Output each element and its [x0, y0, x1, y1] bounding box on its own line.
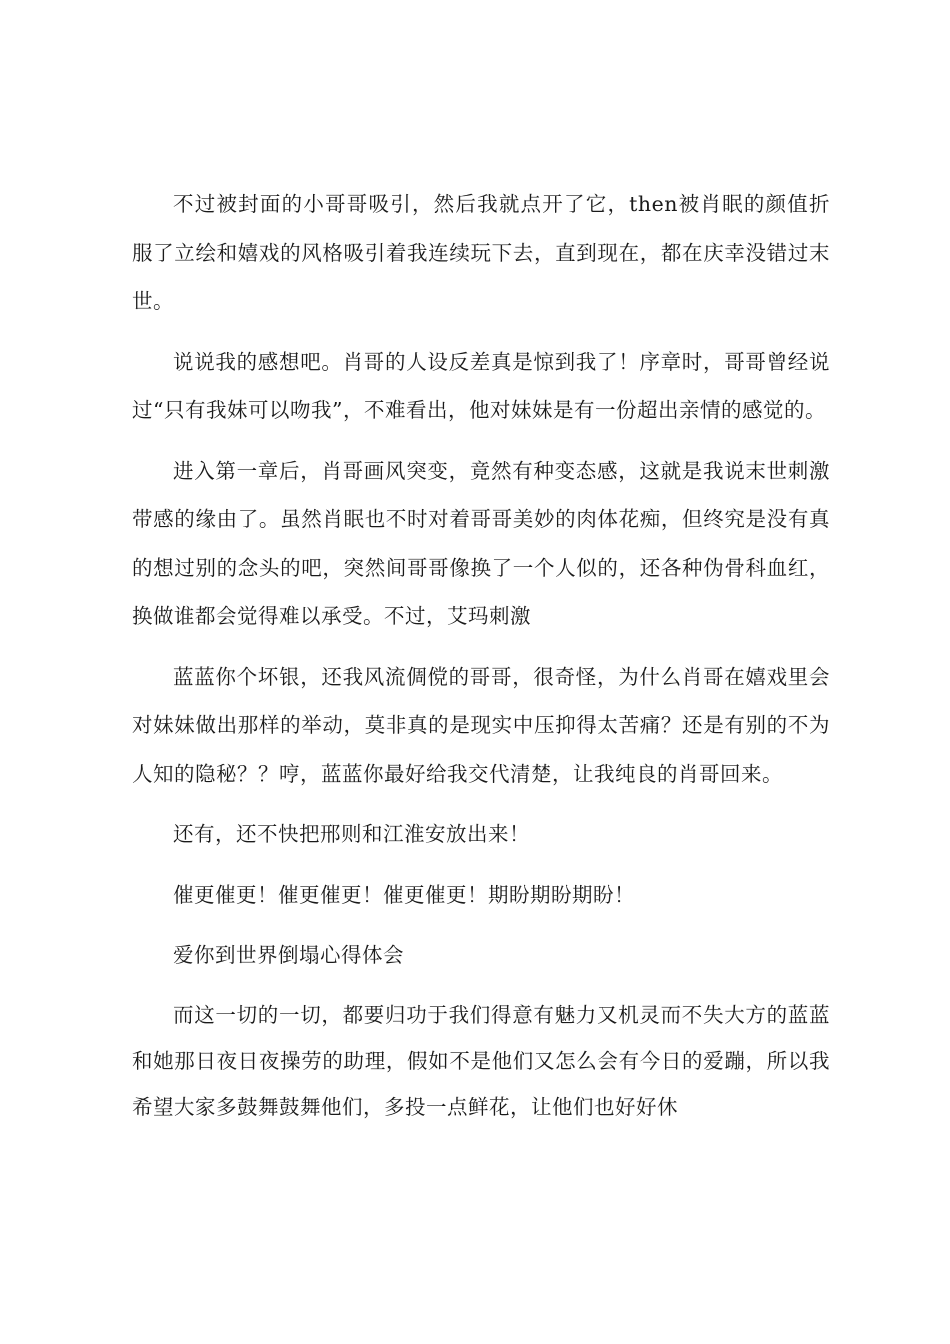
- paragraph: 说说我的感想吧。肖哥的人设反差真是惊到我了！序章时，哥哥曾经说过“只有我妹可以吻我”，不难看出，他对妹妹是有一份超出亲情的感觉的。: [132, 349, 830, 422]
- paragraph: 不过被封面的小哥哥吸引，然后我就点开了它，then被肖眠的颜值折服了立绘和嬉戏的风格吸引着我连续玩下去，直到现在，都在庆幸没错过末世。: [132, 192, 830, 313]
- paragraph: 爱你到世界倒塌心得体会: [173, 943, 404, 967]
- paragraph: 催更催更！催更催更！催更催更！期盼期盼期盼！: [173, 882, 635, 907]
- paragraph: 进入第一章后，肖哥画风突变，竟然有种变态感，这就是我说末世刺激带感的缘由了。虽然肖眠也不时对着哥哥美妙的肉体花痴，但终究是没有真的想过别的念头的吧，突然间哥哥像换了一个人似的，还各种伪骨科血红，换做谁都会觉得难以承受。不过，艾玛刺激: [132, 458, 830, 628]
- paragraph: 还有，还不快把邢则和江淮安放出来！: [173, 822, 530, 846]
- paragraph: 而这一切的一切，都要归功于我们得意有魅力又机灵而不失大方的蓝蓝和她那日夜日夜操劳的助理，假如不是他们又怎么会有今日的爱蹦，所以我希望大家多鼓舞鼓舞他们，多投一点鲜花，让他们也好好休: [132, 1002, 830, 1119]
- paragraph: 蓝蓝你个坏银，还我风流倜傥的哥哥，很奇怪，为什么肖哥在嬉戏里会对妹妹做出那样的举动，莫非真的是现实中压抑得太苦痛？还是有别的不为人知的隐秘？？哼，蓝蓝你最好给我交代清楚，让我纯良的肖哥回来。: [132, 664, 830, 786]
- document-body: [132, 180, 830, 1130]
